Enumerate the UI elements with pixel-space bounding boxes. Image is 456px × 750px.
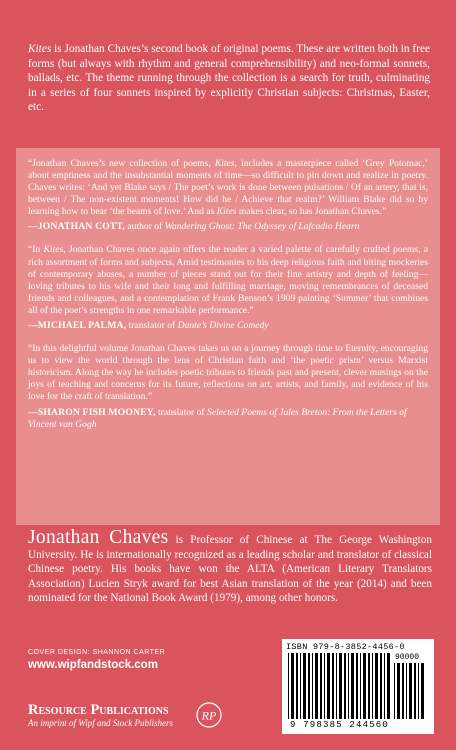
price-code: 90000	[395, 653, 420, 662]
barcode-bar	[387, 653, 390, 719]
barcode-bar	[409, 663, 412, 719]
barcode-bar	[372, 653, 373, 719]
barcode-bar	[303, 653, 306, 719]
cover-design-credit: COVER DESIGN: SHANNON CARTER	[28, 649, 166, 656]
reviews-panel	[16, 148, 440, 525]
barcode-number: 9 798385 244560	[290, 720, 390, 730]
barcode-bar	[320, 653, 322, 719]
barcode-bar	[339, 653, 342, 719]
barcode-bar	[312, 653, 313, 719]
credits	[28, 648, 248, 673]
barcode-bar	[360, 653, 361, 719]
publisher-tagline: An imprint of Wipf and Stock Publishers	[28, 718, 173, 728]
publisher-logo	[28, 702, 258, 736]
barcode-bar	[421, 663, 424, 719]
barcode-bar	[375, 653, 378, 719]
review-1-text: “Jonathan Chaves’s new collection of poems, Kites, includes a masterpiece called ‘Grey Potomac,’ about emptiness and the insubstantial moments of time—so difficult to pin down and realize in poetry. Chaves writes: ‘And yet Blake says / The poet’s work is done between pulsations / Of an artery, that is, between / The non-existent moments! How did he / Achieve that realm?’ William Blake did so by learning how to bear ‘the beams of love.’ And as Kites makes clear, so has Jonathan Chaves.”	[28, 158, 428, 218]
author-bio	[28, 527, 432, 606]
barcode-bar	[402, 663, 404, 719]
barcode-bar	[296, 653, 298, 719]
book-description	[28, 42, 430, 115]
author-name: Jonathan Chaves	[28, 527, 169, 548]
publisher-url[interactable]: www.wipfandstock.com	[28, 659, 158, 671]
barcode-bar	[397, 663, 400, 719]
barcode-bar	[414, 663, 416, 719]
barcode-bar	[324, 653, 325, 719]
barcode-bar	[356, 653, 358, 719]
svg-text:RP: RP	[201, 708, 217, 723]
barcode-bar	[351, 653, 354, 719]
barcode-bar	[336, 653, 337, 719]
barcode-bar	[384, 653, 385, 719]
barcode-bar	[368, 653, 370, 719]
barcode-bar	[300, 653, 301, 719]
description-text: is Jonathan Chaves’s second book of original poems. These are written both in free forms (but always with rhythm and general comprehensibility) and neo-formal sonnets, ballads, etc. The theme running through the collection is a search for truth, culminating in a series of four sonnets inspired by explicitly Christian subjects: Christmas, Easter, etc.	[28, 43, 430, 114]
isbn-barcode	[282, 639, 434, 734]
review-3-text: “In this delightful volume Jonathan Chaves takes us on a journey through time to Eternity, encouraging us to view the world through the lens of Christian faith and ‘the poetic prism’ versus Marxist historicism. Along the way he includes poetic tributes to friends past and present, clever musings on the joys of teaching and concerns for its future, reflections on art, artists, and family, and evidence of his love for the craft of translation.”	[28, 343, 428, 403]
barcode-bar	[308, 653, 310, 719]
barcode-bar	[418, 663, 419, 719]
review-3-attribution: —SHARON FISH MOONEY, translator of Selected Poems of Jules Breton: From the Letters of Vincent van Gogh	[28, 406, 407, 430]
review-2-text: “In Kites, Jonathan Chaves once again offers the reader a varied palette of carefully crafted poems, a rich assortment of forms and subjects. Amid testimonies to his deep religious faith and biting mockeries of contemporary abuses, a number of pieces stand out for their fine artistry and depth of feeling—loving tributes to his wife and their long and fulfilling marriage, moving remembrances of deceased friends and colleagues, and a contemplation of Frank Benson’s 1909 painting ‘Summer’ that combines all of the poet’s strengths in one remarkable performance.”	[28, 244, 428, 316]
barcode-bar	[315, 653, 318, 719]
book-title-italic: Kites	[28, 43, 52, 55]
barcode-bar	[332, 653, 334, 719]
publisher-name: Resource Publications	[28, 702, 169, 718]
addon-barcode-bars	[394, 663, 428, 719]
barcode-bar	[348, 653, 349, 719]
review-2-attribution: —MICHAEL PALMA, translator of Dante’s Divine Comedy	[28, 320, 269, 332]
rp-mark-icon	[196, 702, 222, 728]
barcode-bar	[344, 653, 346, 719]
isbn-text: ISBN 979-8-3852-4456-0	[286, 642, 405, 652]
bio-text: is Professor of Chinese at The George Washington University. He is internationally recognized as a leading scholar and translator of classical Chinese poetry. His books have won the ALTA (American Literary Translators Association) Lucien Stryk award for best Asian translation of the year (2014) and been nominated for the National Book Award (1979), among other honors.	[28, 534, 432, 604]
review-1-attribution: —JONATHAN COTT, author of Wandering Ghost: The Odyssey of Lafcadio Hearn	[28, 221, 360, 233]
barcode-bar	[327, 653, 330, 719]
barcode-bar	[406, 663, 407, 719]
barcode-bars	[288, 653, 392, 719]
barcode-bar	[288, 653, 289, 719]
barcode-bar	[363, 653, 366, 719]
barcode-bar	[380, 653, 382, 719]
barcode-bar	[291, 653, 294, 719]
barcode-bar	[394, 663, 395, 719]
